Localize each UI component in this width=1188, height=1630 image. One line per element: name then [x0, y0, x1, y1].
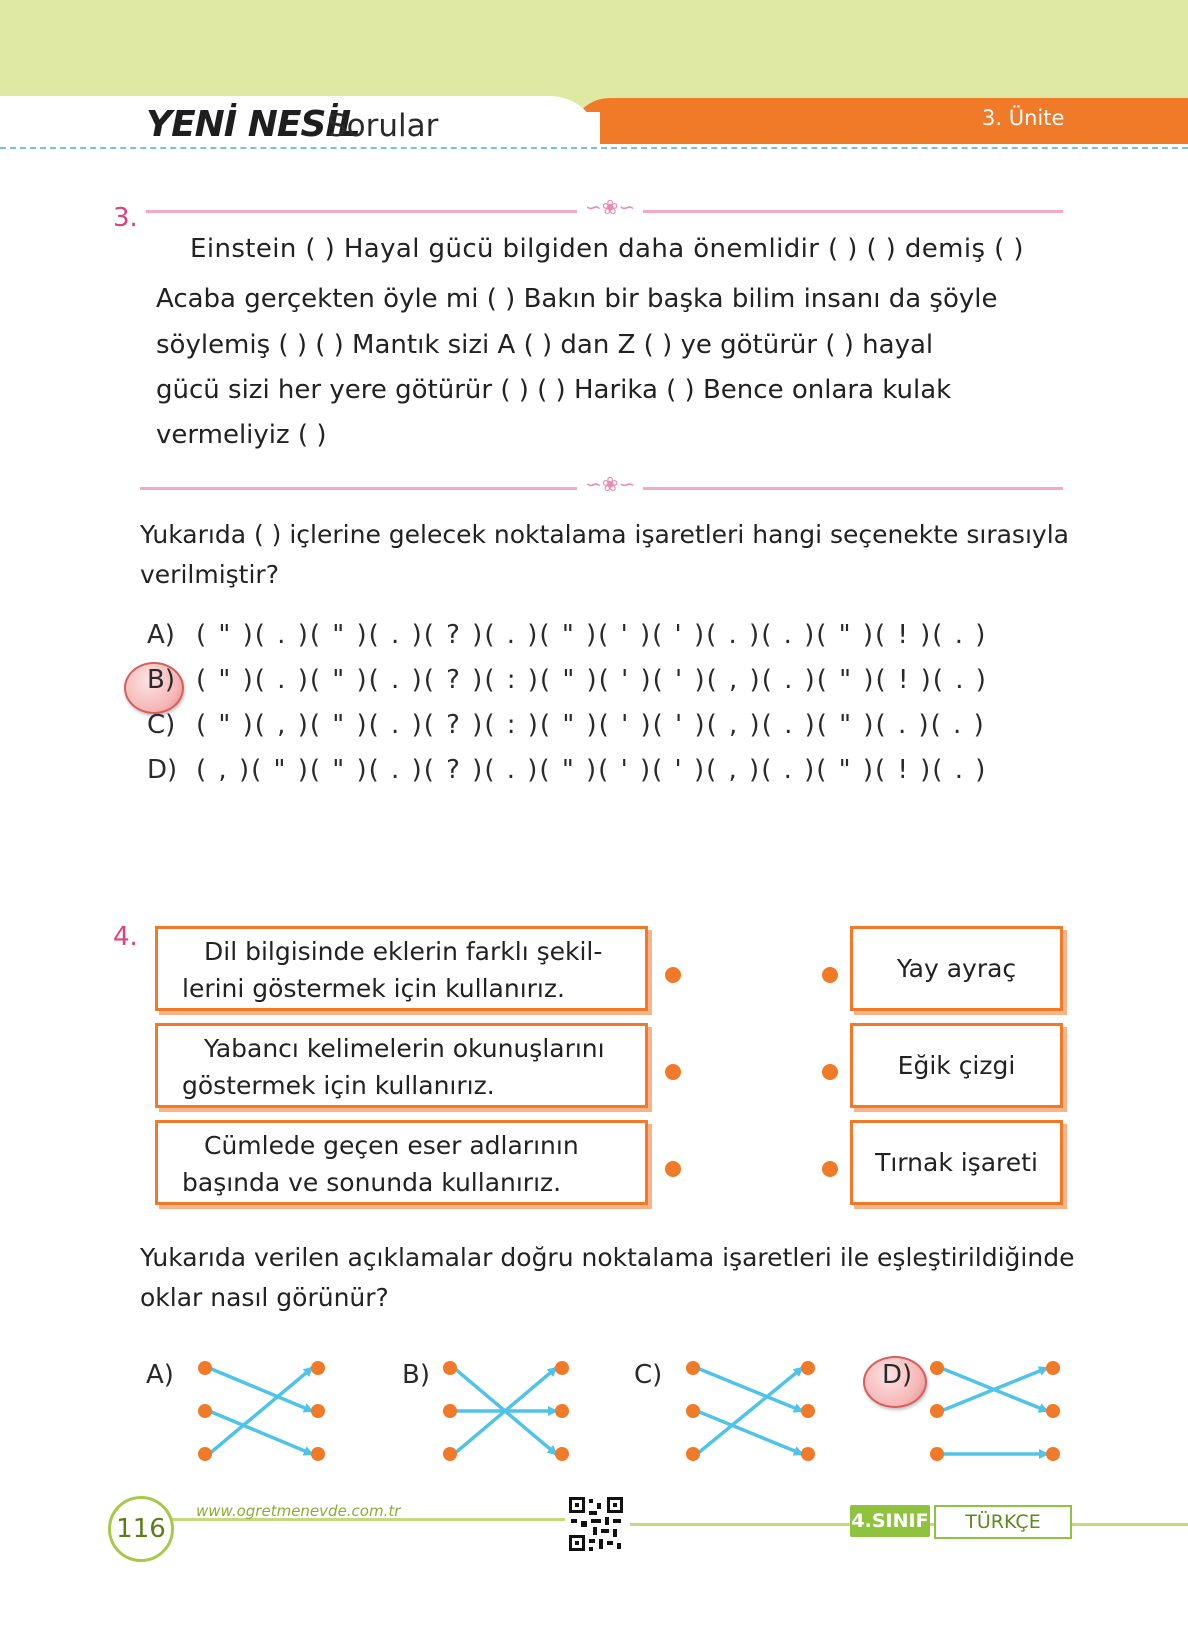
option-b-sequence[interactable]: ( " )( . )( " )( . )( ? )( : )( " )( ' )( ' )( , )( . )( " )( ! )( . ) [196, 665, 988, 695]
match-dot-left[interactable] [665, 967, 681, 983]
diagram-dot [555, 1404, 569, 1418]
q4-question-text: Yukarıda verilen açıklamalar doğru noktalama işaretleri ile eşleştirildiğinde [140, 1243, 1075, 1272]
diagram-dot [930, 1404, 944, 1418]
diagram-dot [443, 1361, 457, 1375]
option-a-sequence[interactable]: ( " )( . )( " )( . )( ? )( . )( " )( ' )( ' )( . )( . )( " )( ! )( . ) [196, 620, 988, 650]
header-divider [0, 147, 1188, 149]
diagram-dot [930, 1447, 944, 1461]
flourish-ornament-icon: ∽❀∽ [577, 472, 643, 496]
option-d-label[interactable]: D) [147, 755, 178, 785]
match-arrow [941, 1368, 1047, 1411]
diagram-dot [686, 1361, 700, 1375]
diagram-dot [801, 1361, 815, 1375]
diagram-dot [686, 1404, 700, 1418]
match-arrow [209, 1368, 312, 1454]
option-d-sequence[interactable]: ( , )( " )( " )( . )( ? )( . )( " )( ' )( ' )( , )( . )( " )( ! )( . ) [196, 755, 988, 785]
diagram-dot [1046, 1447, 1060, 1461]
option-a-label[interactable]: A) [146, 1360, 174, 1390]
section-title-light: Sorular [327, 108, 439, 144]
match-arrow [697, 1368, 802, 1454]
diagram-dot [1046, 1404, 1060, 1418]
description-box [155, 1120, 648, 1205]
match-dot-left[interactable] [665, 1161, 681, 1177]
match-arrow [941, 1368, 1047, 1411]
term-box-yay-ayrac: Yay ayraç [850, 926, 1063, 1011]
website-link[interactable]: www.ogretmenevde.com.tr [196, 1502, 401, 1520]
description-box [155, 926, 648, 1011]
grade-badge: 4.SINIF [850, 1505, 930, 1537]
description-text: Dil bilgisinde eklerin farklı şekil- [204, 937, 603, 966]
diagram-dot [930, 1361, 944, 1375]
match-arrow [209, 1411, 312, 1454]
question-3-number: 3. [113, 203, 138, 233]
match-dot-right[interactable] [822, 967, 838, 983]
match-arrow [697, 1368, 802, 1411]
match-arrow [454, 1368, 556, 1454]
match-arrow [209, 1368, 312, 1411]
option-d-label[interactable]: D) [882, 1360, 913, 1390]
diagram-dot [686, 1447, 700, 1461]
diagram-dot [198, 1361, 212, 1375]
term-box-egik-cizgi: Eğik çizgi [850, 1023, 1063, 1108]
description-text: lerini göstermek için kullanırız. [182, 974, 565, 1003]
q4-question-text: oklar nasıl görünür? [140, 1283, 389, 1312]
q3-paragraph-line: gücü sizi her yere götürür ( ) ( ) Harika ( ) Bence onlara kulak [156, 375, 952, 405]
diagram-dot [801, 1447, 815, 1461]
option-a-label[interactable]: A) [147, 620, 175, 650]
unit-bar [570, 98, 1188, 144]
qr-code-icon [565, 1493, 627, 1555]
diagram-dot [311, 1447, 325, 1461]
diagram-dot [443, 1404, 457, 1418]
diagram-dot [555, 1447, 569, 1461]
option-b-label[interactable]: B) [402, 1360, 430, 1390]
diagram-dot [198, 1447, 212, 1461]
q3-question-text: verilmiştir? [140, 560, 279, 589]
q3-paragraph-line: Einstein ( ) Hayal gücü bilgiden daha önemlidir ( ) ( ) demiş ( ) [190, 234, 1024, 264]
diagram-dot [1046, 1361, 1060, 1375]
description-box [155, 1023, 648, 1108]
diagram-dot [443, 1447, 457, 1461]
match-arrow [454, 1368, 556, 1454]
option-c-sequence[interactable]: ( " )( , )( " )( . )( ? )( : )( " )( ' )( ' )( , )( . )( " )( . )( . ) [196, 710, 986, 740]
unit-label: 3. Ünite [982, 106, 1065, 130]
description-text: Yabancı kelimelerin okunuşlarını [204, 1034, 605, 1063]
description-text: göstermek için kullanırız. [182, 1071, 495, 1100]
q3-paragraph-line: vermeliyiz ( ) [156, 420, 327, 450]
q3-paragraph-line: söylemiş ( ) ( ) Mantık sizi A ( ) dan Z ( ) ye götürür ( ) hayal [156, 330, 934, 360]
section-title-bold: YENİ NESİL [146, 104, 360, 145]
description-text: Cümlede geçen eser adlarının [204, 1131, 579, 1160]
diagram-dot [311, 1404, 325, 1418]
option-c-label[interactable]: C) [147, 710, 176, 740]
flourish-ornament-icon: ∽❀∽ [577, 195, 643, 219]
match-dot-right[interactable] [822, 1161, 838, 1177]
match-arrow [697, 1411, 802, 1454]
term-box-tirnak-isareti: Tırnak işareti [850, 1120, 1063, 1205]
match-dot-right[interactable] [822, 1064, 838, 1080]
diagram-dot [555, 1361, 569, 1375]
subject-badge: TÜRKÇE [934, 1505, 1072, 1539]
diagram-dot [311, 1361, 325, 1375]
question-4-number: 4. [113, 922, 138, 952]
description-text: başında ve sonunda kullanırız. [182, 1168, 562, 1197]
page-number: 116 [108, 1496, 174, 1562]
diagram-dot [801, 1404, 815, 1418]
option-c-label[interactable]: C) [634, 1360, 663, 1390]
q3-paragraph-line: Acaba gerçekten öyle mi ( ) Bakın bir başka bilim insanı da şöyle [156, 284, 998, 314]
diagram-dot [198, 1404, 212, 1418]
q3-question-text: Yukarıda ( ) içlerine gelecek noktalama işaretleri hangi seçenekte sırasıyla [140, 520, 1069, 549]
option-b-label[interactable]: B) [147, 665, 175, 695]
match-dot-left[interactable] [665, 1064, 681, 1080]
